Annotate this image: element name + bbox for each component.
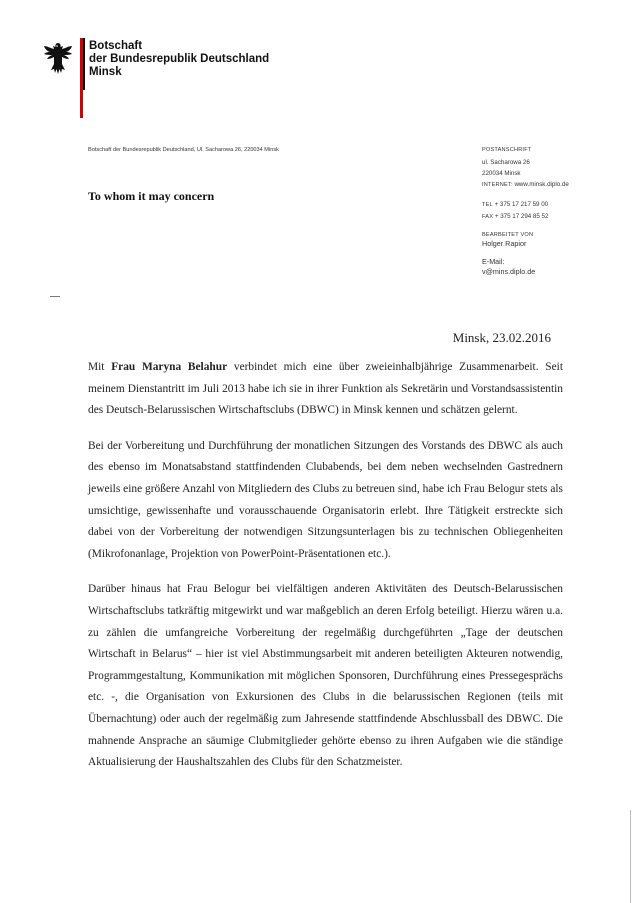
letter-date: Minsk, 23.02.2016 — [452, 330, 551, 345]
org-line-1: Botschaft — [89, 40, 143, 52]
tel-line — [482, 199, 569, 211]
internet-url[interactable]: www.minsk.diplo.de — [514, 181, 569, 188]
page-edge-line — [630, 810, 631, 903]
internet-line — [482, 179, 569, 191]
paragraph-3: Darüber hinaus hat Frau Belogur bei vielfältigen anderen Aktivitäten des Deutsch-Belarussischen Wirtschaftsclubs tatkräftig mitgewirkt und war maßgeblich an deren Erfolg beteiligt. Hierzu wären u.a. zu zählen die umfangreiche Vorbereitung der regelmäßig durchgeführten „Tage der deutschen Wirtschaft in Belarus“ – hier ist viel Abstimmungsarbeit mit anderen beteiligten Akteuren notwendig, Programmgestaltung, Kommunikation mit möglichen Sponsoren, Durchführung eines Pressegesprächs etc. -, die Organisation von Exkursionen des Clubs in die belarussischen Regionen (teils mit Übernachtung) oder auch der regelmäßig zum Jahresende stattfindende Abschlussball des DBWC. Die mahnende Ansprache an säumige Clubmitglieder gehörte ebenso zu ihren Aufgaben wie die ständige Aktualisierung der Haushaltszahlen des Clubs für den Schatzmeister. — [88, 583, 563, 769]
fold-mark — [50, 296, 60, 297]
p1-rest: verbindet mich eine über zweieinhalbjährige Zusammenarbeit. Seit meinem Dienstantritt im Juli 2013 habe ich sie in ihrer Funktion als Sekretärin und Vorstandsassistentin des Deutsch-Belarussischen Wirtschaftsclubs (DBWC) in Minsk kennen und schätzen gelernt. — [88, 361, 563, 417]
p1-prefix: Mit — [88, 361, 112, 373]
fax-line — [482, 211, 569, 223]
tel-label: TEL — [482, 202, 493, 208]
postal-label: POSTANSCHRIFT — [482, 147, 532, 153]
postal-street: ul. Sacharowa 26 — [482, 159, 530, 166]
flag-bar-black — [83, 38, 85, 90]
greeting: To whom it may concern — [88, 189, 215, 203]
embassy-name — [89, 40, 269, 79]
flag-bar-red — [80, 38, 83, 118]
recipient-name: Frau Maryna Belahur — [111, 361, 228, 373]
paragraph-2: Bei der Vorbereitung und Durchführung der monatlichen Sitzungen des Vorstands des DBWC als auch des ebenso im Monatsabstand stattfindenden Clubabends, bei dem neben wechselnden Gastrednern jeweils eine größere Anzahl von Mitgliedern des Clubs zu betreuen sind, habe ich Frau Belogur stets als umsichtige, gewissenhafte und vorausschauende Organisatorin erlebt. Ihre Tätigkeit erstreckte sich dabei von der Vorbereitung der notwendigen Sitzungsunterlagen bis zu technischen Obliegenheiten (Mikrofonanlage, Projektion von PowerPoint-Präsentationen etc.). — [88, 439, 563, 560]
tel-number: + 375 17 217 59 00 — [494, 201, 549, 208]
handler-label: BEARBEITET VON — [482, 232, 534, 238]
handler-name: Holger Rapior — [482, 239, 527, 248]
postal-city: 220034 Minsk — [482, 170, 521, 177]
email-address[interactable]: v@mins.diplo.de — [482, 267, 536, 276]
sender-address-line: Botschaft der Bundesrepublik Deutschland, Ul. Sacharowa 26, 220034 Minsk — [88, 147, 279, 153]
email-label: E-Mail: — [482, 257, 505, 266]
federal-eagle-icon — [42, 40, 74, 78]
org-line-3: Minsk — [89, 66, 122, 78]
paragraph-1 — [88, 357, 563, 422]
contact-sidebar — [482, 147, 569, 276]
fax-number: + 375 17 294 85 52 — [494, 213, 549, 220]
internet-label: INTERNET: — [482, 182, 513, 188]
letter-body — [88, 357, 563, 788]
fax-label: FAX — [482, 214, 494, 220]
org-line-2: der Bundesrepublik Deutschland — [89, 53, 270, 65]
